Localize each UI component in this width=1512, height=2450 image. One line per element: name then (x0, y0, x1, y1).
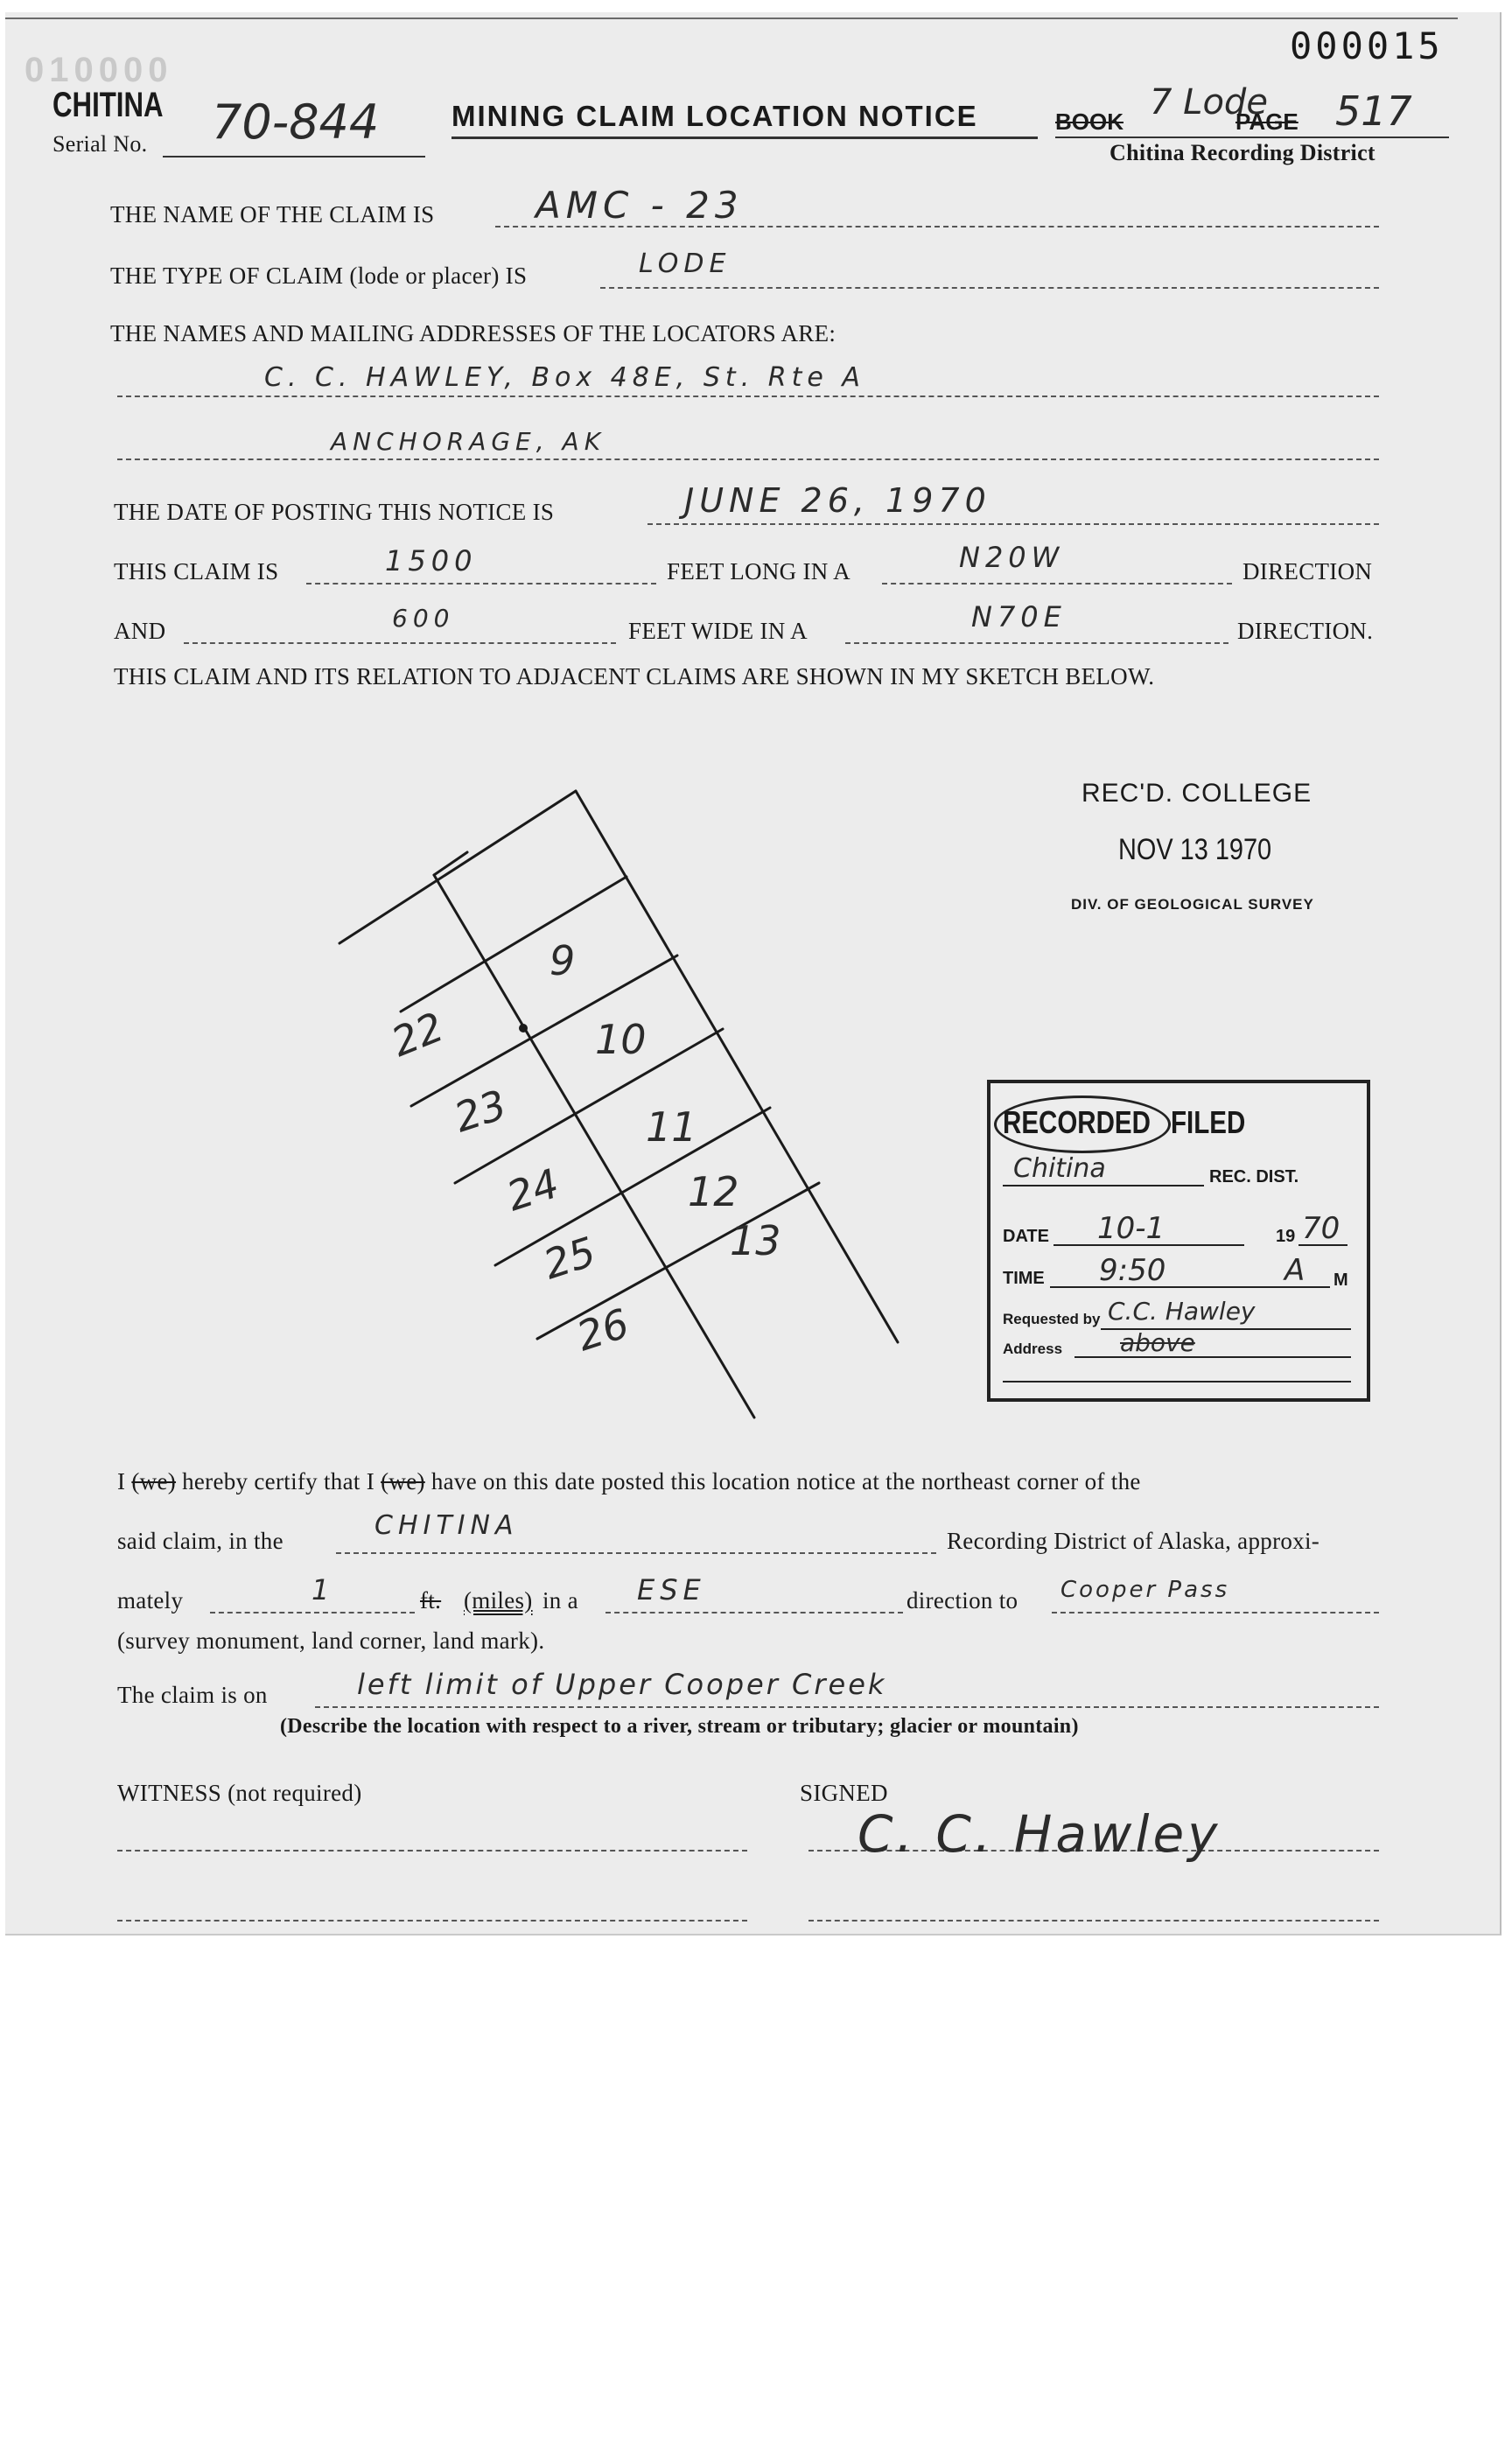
said-claim-label: said claim, in the (117, 1528, 284, 1554)
width-direction-value: N70E (971, 600, 1067, 634)
sketch-claim-24: 24 (500, 1159, 565, 1221)
stamp-year-prefix: 19 (1276, 1227, 1296, 1246)
received-stamp-line3: DIV. OF GEOLOGICAL SURVEY (1071, 896, 1314, 913)
claim-is-label: THIS CLAIM IS (114, 558, 279, 584)
ft-label: ft. (420, 1587, 442, 1614)
claim-sketch (320, 782, 933, 1447)
direction-label: DIRECTION (1242, 558, 1373, 584)
page-label: PAGE (1236, 108, 1298, 135)
and-label: AND (114, 618, 166, 644)
direction-to-label: direction to (906, 1587, 1018, 1614)
in-a-label: in a (542, 1587, 578, 1614)
claim-name-label: THE NAME OF THE CLAIM IS (110, 201, 435, 228)
recorded-filed-stamp (987, 1080, 1370, 1402)
stamp-requested-label: Requested by (1003, 1311, 1101, 1327)
sketch-claim-23: 23 (448, 1081, 513, 1142)
serial-number: 70-844 (212, 94, 380, 150)
we-struck-1: (we) (131, 1468, 177, 1494)
landmark-value: Cooper Pass (1060, 1577, 1230, 1603)
posting-date-value: JUNE 26, 1970 (684, 481, 991, 520)
claim-width-value: 600 (392, 604, 455, 633)
feet-long-label: FEET LONG IN A (667, 558, 850, 584)
sketch-claim-12: 12 (688, 1168, 739, 1215)
landmark-note: (survey monument, land corner, land mark). (117, 1628, 545, 1654)
book-label: BOOK (1055, 108, 1124, 135)
sketch-claim-9: 9 (550, 937, 576, 984)
book-number: 7 Lode (1150, 82, 1268, 122)
certification-district-value: CHITINA (374, 1510, 519, 1541)
stamp-date-value: 10-1 (1097, 1211, 1166, 1246)
locator-line-2: ANCHORAGE, AK (331, 427, 606, 456)
direction-value: ESE (637, 1573, 706, 1606)
page-number: 517 (1335, 88, 1412, 135)
signed-label: SIGNED (800, 1780, 888, 1806)
miles-label: (miles) (464, 1587, 533, 1614)
signature: C. C. Hawley (858, 1804, 1222, 1864)
witness-label: WITNESS (not required) (117, 1780, 362, 1806)
sketch-claim-22: 22 (384, 1003, 451, 1067)
stamp-time-label: TIME (1003, 1269, 1045, 1288)
sketch-note: THIS CLAIM AND ITS RELATION TO ADJACENT CLAIMS ARE SHOWN IN MY SKETCH BELOW. (114, 663, 1155, 690)
posting-date-label: THE DATE OF POSTING THIS NOTICE IS (114, 499, 555, 525)
claim-on-value: left limit of Upper Cooper Creek (357, 1668, 887, 1701)
sketch-claim-11: 11 (646, 1103, 697, 1151)
distance-value: 1 (312, 1573, 335, 1606)
claim-type-label: THE TYPE OF CLAIM (lode or placer) IS (110, 262, 528, 289)
stamp-filed: FILED (1171, 1104, 1246, 1140)
recording-district-text: Recording District of Alaska, approxi- (947, 1528, 1320, 1554)
stamp-requested-value: C.C. Hawley (1108, 1297, 1256, 1326)
stamp-ampm-value: A (1284, 1253, 1306, 1288)
locators-label: THE NAMES AND MAILING ADDRESSES OF THE LOCATORS ARE: (110, 320, 836, 346)
claim-length-value: 1500 (385, 544, 478, 578)
direction-label-2: DIRECTION. (1237, 618, 1374, 644)
stamp-date-label: DATE (1003, 1227, 1049, 1246)
certification-line-1: I (we) hereby certify that I (we) have on this date posted this location notice at the northeast corner of the (117, 1468, 1141, 1494)
stamp-district-hand: Chitina (1013, 1153, 1106, 1184)
district-heading: CHITINA (52, 86, 164, 124)
sketch-claim-10: 10 (595, 1016, 647, 1063)
received-stamp-date: NOV 13 1970 (1118, 833, 1272, 866)
stamp-time-value: 9:50 (1099, 1253, 1166, 1288)
document-title: MINING CLAIM LOCATION NOTICE (452, 100, 978, 132)
stamp-m-label: M (1334, 1270, 1348, 1290)
claim-type-value: LODE (639, 248, 732, 279)
serial-label: Serial No. (52, 131, 148, 157)
claim-on-label: The claim is on (117, 1682, 268, 1708)
stamp-address-value: above (1120, 1328, 1195, 1357)
stamp-rec-dist-label: REC. DIST. (1209, 1167, 1299, 1186)
stamp-year-value: 70 (1302, 1211, 1340, 1246)
sketch-claim-26: 26 (570, 1299, 635, 1361)
top-rule (5, 18, 1458, 19)
claim-name-value: AMC - 23 (536, 184, 744, 227)
stamp-address-label: Address (1003, 1340, 1063, 1357)
mately-label: mately (117, 1587, 184, 1614)
locator-line-1: C. C. HAWLEY, Box 48E, St. Rte A (264, 362, 865, 393)
faint-number: 010000 (24, 51, 173, 89)
received-stamp-line1: REC'D. COLLEGE (1082, 779, 1312, 808)
sketch-claim-25: 25 (537, 1228, 602, 1289)
notice-sheet (5, 12, 1502, 1936)
feet-wide-label: FEET WIDE IN A (628, 618, 808, 644)
length-direction-value: N20W (959, 541, 1065, 574)
recording-district: Chitina Recording District (1110, 140, 1376, 165)
sketch-claim-13: 13 (730, 1217, 781, 1264)
corner-point-marker (519, 1024, 528, 1032)
stamp-recorded: RECORDED (1003, 1104, 1151, 1140)
document-number: 000015 (1290, 24, 1444, 67)
describe-note: (Describe the location with respect to a river, stream or tributary; glacier or mountain) (280, 1715, 1079, 1738)
we-struck-2: (we) (381, 1468, 425, 1494)
